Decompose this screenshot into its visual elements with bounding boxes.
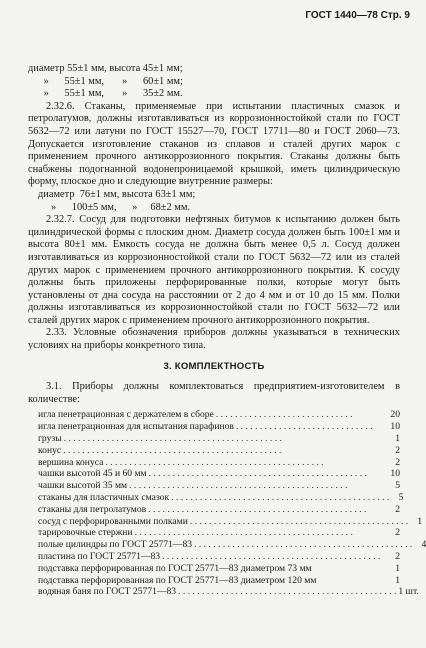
- items-list: [28, 409, 426, 598]
- list-item: [38, 563, 400, 575]
- item-qty: 2: [395, 527, 400, 539]
- list-item: игла пенетрационная для испытания парафинов . . . . . . . . . . . . . . . . . . . . . . . . . . . . . 10: [38, 421, 400, 433]
- section-title: 3. КОМПЛЕКТНОСТЬ: [163, 360, 265, 372]
- list-item: сосуд с перфорированными полками . . . . . . . . . . . . . . . . . . . . . . . . . . . . . . . . . . . . . . . . . . . . . . 1: [38, 515, 423, 527]
- dimension-line: » 55±1 мм, » 60±1 мм;: [28, 75, 183, 87]
- item-name: игла пенетрационная с держателем в сборе: [38, 409, 214, 421]
- item-name: чашки высотой 35 мм: [38, 480, 128, 492]
- document-body: [28, 63, 426, 598]
- item-qty: 4: [421, 539, 426, 551]
- item-name: чашки высотой 45 и 60 мм: [38, 468, 147, 480]
- item-name: конус: [38, 444, 62, 456]
- item-name: полые цилиндры по ГОСТ 25771—83: [38, 539, 193, 551]
- list-item: водяная баня по ГОСТ 25771—83 . . . . . . . . . . . . . . . . . . . . . . . . . . . . . . . . . . . . . . . . . . . . . . 1 шт.: [38, 586, 419, 598]
- list-item: стаканы для пластичных смазок . . . . . . . . . . . . . . . . . . . . . . . . . . . . . . . . . . . . . . . . . . . . . . 5: [38, 492, 404, 504]
- dimension-line: » 55±1 мм, » 35±2 мм.: [28, 88, 183, 100]
- item-qty: 5: [395, 480, 400, 492]
- item-name: игла пенетрационная для испытания парафинов: [38, 421, 234, 433]
- item-qty: 2: [395, 551, 400, 562]
- page-header: ГОСТ 1440—78 Стр. 9: [305, 10, 410, 21]
- item-name: сосуд с перфорированными полками: [38, 515, 188, 527]
- item-qty: 2: [395, 456, 400, 468]
- item-name: тарировочные стержни: [38, 527, 133, 539]
- item-qty: 1: [417, 515, 423, 527]
- list-item: игла пенетрационная с держателем в сборе . . . . . . . . . . . . . . . . . . . . . . . . . . . . . 20: [38, 409, 400, 421]
- list-item: конус . . . . . . . . . . . . . . . . . . . . . . . . . . . . . . . . . . . . . . . . . . . . . . 2: [38, 444, 400, 456]
- list-item: вершина конуса . . . . . . . . . . . . . . . . . . . . . . . . . . . . . . . . . . . . . . . . . . . . . . 2: [38, 456, 400, 468]
- item-qty: 1: [395, 433, 400, 445]
- list-item: грузы . . . . . . . . . . . . . . . . . . . . . . . . . . . . . . . . . . . . . . . . . . . . . . 1: [38, 433, 400, 445]
- item-name: стаканы для петролатумов: [38, 503, 147, 515]
- item-name: пластина по ГОСТ 25771—83: [38, 551, 161, 562]
- item-qty: 20: [390, 409, 400, 421]
- list-item: [38, 575, 400, 587]
- item-name: подставка перфорированная по ГОСТ 25771—83 диаметром 120 мм: [38, 574, 317, 586]
- paragraph-2-33: 2.33. Условные обозначения приборов должны указываться в технических условиях на приборы конкретного типа.: [28, 327, 400, 352]
- dimension-line: » 100±5 мм, » 68±2 мм.: [38, 201, 191, 213]
- item-qty: 1: [395, 574, 400, 586]
- item-qty: 5: [398, 492, 404, 504]
- list-item: пластина по ГОСТ 25771—83 . . . . . . . . . . . . . . . . . . . . . . . . . . . . . . . . . . . . . . . . . . . . . . 2: [38, 551, 400, 562]
- item-name: водяная баня по ГОСТ 25771—83: [38, 586, 177, 598]
- item-qty: 10: [390, 468, 400, 480]
- paragraph-2-32-7: 2.32.7. Сосуд для подготовки нефтяных битумов к испытанию должен быть цилиндрической формы с плоским дном. Диаметр сосуда должен быть 100±1 мм и высота 80±1 мм. Емкость сосуда не должна быть менее 0,5 л. Сосуд должен изготавливаться из коррозионностойкой стали по ГОСТ 5632—72 или из сталей других марок с применением прочного антикоррозионного покрытия. К сосуду должны быть приложены перфорированные полки, которые могут быть установлены от дна сосуда на расстоянии от 2 до 4 мм и от 10 до 15 мм. Полки должны изготавливаться из коррозионностойкой стали по ГОСТ 5632—72 или сталей других марок с применением прочного антикоррозионного покрытия.: [28, 214, 400, 326]
- paragraph-3-1: 3.1. Приборы должны комплектоваться предприятием-изготовителем в количестве:: [28, 381, 400, 405]
- paragraph-2-32-6: 2.32.6. Стаканы, применяемые при испытании пластичных смазок и петролатумов, должны изготавливаться из коррозионностойкой стали по ГОСТ 5632—72 или латуни по ГОСТ 15527—70, ГОСТ 17711—80 и ГОСТ 2060—73. Допускается изготовление стаканов из сплавов и сталей других марок с применением прочного антикоррозионного покрытия. Стаканы должны быть снабжены подогнанной водонепроницаемой крышкой, иметь цилиндрическую форму, плоское дно и следующие внутренние размеры:: [28, 100, 400, 188]
- list-item: чашки высотой 45 и 60 мм . . . . . . . . . . . . . . . . . . . . . . . . . . . . . . . . . . . . . . . . . . . . . . 10: [38, 468, 400, 480]
- item-qty: 10: [390, 421, 400, 433]
- list-item: тарировочные стержни . . . . . . . . . . . . . . . . . . . . . . . . . . . . . . . . . . . . . . . . . . . . . . 2: [38, 527, 400, 539]
- item-name: подставка перфорированная по ГОСТ 25771—83 диаметром 73 мм: [38, 562, 312, 574]
- item-name: стаканы для пластичных смазок: [38, 492, 170, 504]
- item-name: вершина конуса: [38, 456, 104, 468]
- list-item: чашки высотой 35 мм . . . . . . . . . . . . . . . . . . . . . . . . . . . . . . . . . . . . . . . . . . . . . . 5: [38, 480, 400, 492]
- item-qty: 1: [395, 562, 400, 574]
- dimension-line: диаметр 55±1 мм, высота 45±1 мм;: [28, 63, 183, 74]
- dimension-line: диаметр 76±1 мм, высота 63±1 мм;: [38, 188, 196, 200]
- list-item: стаканы для петролатумов . . . . . . . . . . . . . . . . . . . . . . . . . . . . . . . . . . . . . . . . . . . . . . 2: [38, 503, 400, 515]
- list-item: полые цилиндры по ГОСТ 25771—83 . . . . . . . . . . . . . . . . . . . . . . . . . . . . . . . . . . . . . . . . . . . . . . 4: [38, 539, 426, 551]
- item-qty: 2: [395, 503, 400, 515]
- item-name: грузы: [38, 433, 62, 445]
- item-qty: 1 шт.: [398, 586, 419, 598]
- item-qty: 2: [395, 444, 400, 456]
